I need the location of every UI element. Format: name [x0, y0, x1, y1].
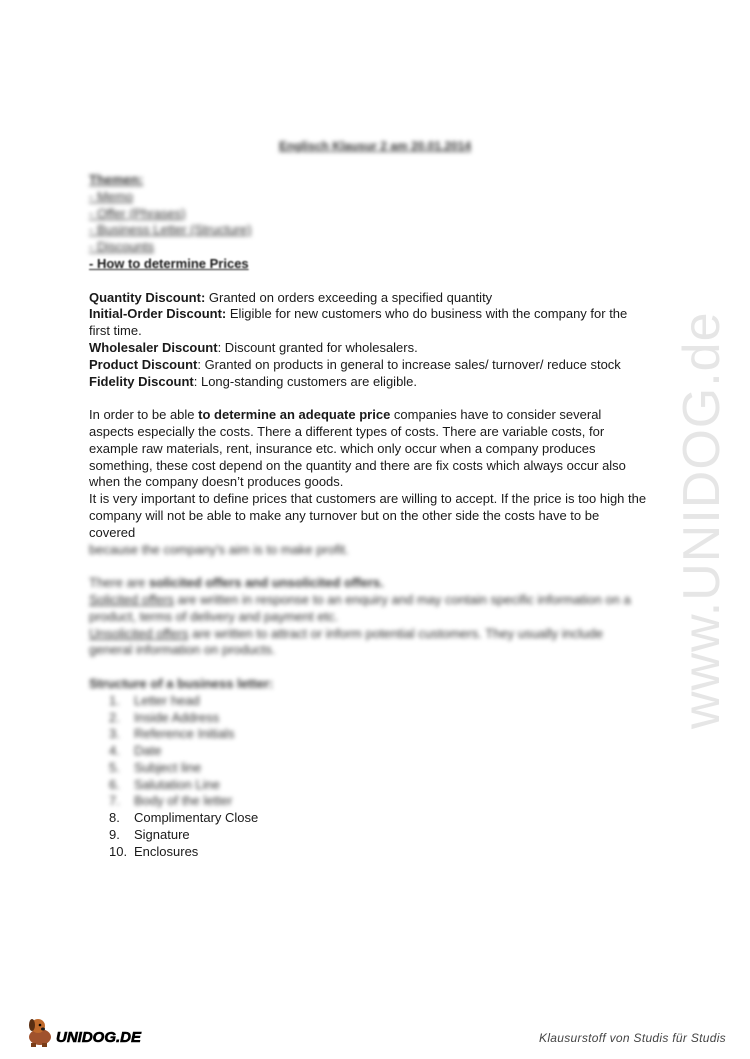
list-number: 1.: [109, 692, 120, 708]
list-text: Subject line: [134, 759, 202, 775]
list-item: [89, 693, 649, 710]
discount-term: Wholesaler Discount: [89, 339, 218, 355]
unidog-logo[interactable]: [22, 1013, 162, 1049]
list-item: [89, 827, 649, 844]
list-text: Complimentary Close: [134, 810, 259, 826]
discount-term: Product Discount: [89, 356, 198, 372]
list-number: 5.: [109, 759, 120, 775]
topic-item: - Memo: [89, 188, 134, 204]
offers-text: are written in response to an enquiry and may contain specific information on a product, terms of delivery and payment etc.: [89, 591, 631, 624]
list-item: [89, 726, 649, 743]
topic-item: - How to determine Prices: [89, 255, 249, 271]
topic-item: - Discounts: [89, 239, 155, 255]
list-item: [89, 844, 649, 861]
offers-term: Solicited offers: [89, 591, 175, 607]
discount-item: [89, 357, 649, 374]
discount-text: Eligible for new customers who do business with the company for the first time.: [89, 306, 628, 339]
list-number: 2.: [109, 709, 120, 725]
offers-text: There are: [89, 575, 149, 591]
watermark: www.UNIDOG.de: [673, 311, 731, 729]
list-number: 9.: [109, 827, 120, 843]
topics-list: [89, 172, 649, 273]
pricing-section: [89, 407, 649, 558]
discounts-section: [89, 290, 649, 391]
solicited-offers: [89, 592, 649, 626]
discount-text: Granted on orders exceeding a specified quantity: [205, 289, 493, 305]
document-body: [89, 172, 649, 861]
offers-text: are written to attract or inform potential customers. They usually include general information on products.: [89, 625, 603, 658]
discount-text: : Long-standing customers are eligible.: [193, 373, 418, 389]
list-number: 10.: [109, 843, 128, 859]
offers-emphasis: solicited offers and unsolicited offers.: [148, 575, 384, 591]
list-number: 7.: [109, 793, 120, 809]
discount-item: [89, 340, 649, 357]
discount-text: : Granted on products in general to increase sales/ turnover/ reduce stock: [197, 356, 621, 372]
discount-item: [89, 290, 649, 307]
structure-heading: Structure of a business letter:: [89, 675, 274, 691]
list-item: [89, 777, 649, 794]
list-text: Body of the letter: [134, 793, 233, 809]
list-text: Inside Address: [134, 709, 220, 725]
list-item: [89, 760, 649, 777]
discount-item: [89, 374, 649, 391]
pricing-paragraph: because the company's aim is to make profit.: [89, 541, 349, 557]
topic-item: - Business Letter (Structure): [89, 222, 252, 238]
list-text: Signature: [134, 827, 190, 843]
list-text: Reference Initials: [134, 726, 235, 742]
footer-tagline: Klausurstoff von Studis für Studis: [539, 1031, 726, 1045]
document-title: Englisch Klausur 2 am 20.01.2014: [278, 139, 472, 153]
structure-list: [89, 693, 649, 861]
list-item: [89, 710, 649, 727]
list-item: [89, 743, 649, 760]
list-number: 4.: [109, 743, 120, 759]
list-text: Enclosures: [134, 843, 199, 859]
list-number: 8.: [109, 810, 120, 826]
dog-icon: [29, 1019, 51, 1047]
list-number: 6.: [109, 776, 120, 792]
discount-term: Fidelity Discount: [89, 373, 194, 389]
pricing-emphasis: to determine an adequate price: [198, 407, 391, 423]
offers-intro: [89, 575, 649, 592]
discount-text: : Discount granted for wholesalers.: [217, 339, 418, 355]
unsolicited-offers: [89, 626, 649, 660]
pricing-text: companies have to consider several aspects especially the costs. There a different types of costs. There are variable costs, for example raw materials, rent, insurance etc. which only occur when a company produces something, these cost depend on the quantity and there are fix costs which always occur also when the company doesn’t produces goods.: [89, 407, 626, 490]
discount-term: Quantity Discount:: [89, 289, 206, 305]
list-item: [89, 810, 649, 827]
list-text: Date: [134, 743, 162, 759]
pricing-text: In order to be able: [89, 407, 199, 423]
discount-term: Initial-Order Discount:: [89, 306, 227, 322]
offers-section: [89, 575, 649, 659]
offers-term: Unsolicited offers: [89, 625, 189, 641]
logo-text: UNIDOG.DE: [56, 1029, 142, 1046]
list-number: 3.: [109, 726, 120, 742]
list-text: Letter head: [134, 692, 200, 708]
list-item: [89, 793, 649, 810]
pricing-paragraph: It is very important to define prices that customers are willing to accept. If the price is too high the company will not be able to make any turnover but on the other side the costs have to be covered: [89, 491, 647, 540]
discount-item: [89, 306, 649, 340]
list-text: Salutation Line: [134, 776, 221, 792]
structure-section: [89, 676, 649, 861]
topics-heading: Themen:: [89, 172, 144, 187]
topic-item: - Offer (Phrases): [89, 205, 186, 221]
pricing-paragraph: [89, 407, 649, 491]
